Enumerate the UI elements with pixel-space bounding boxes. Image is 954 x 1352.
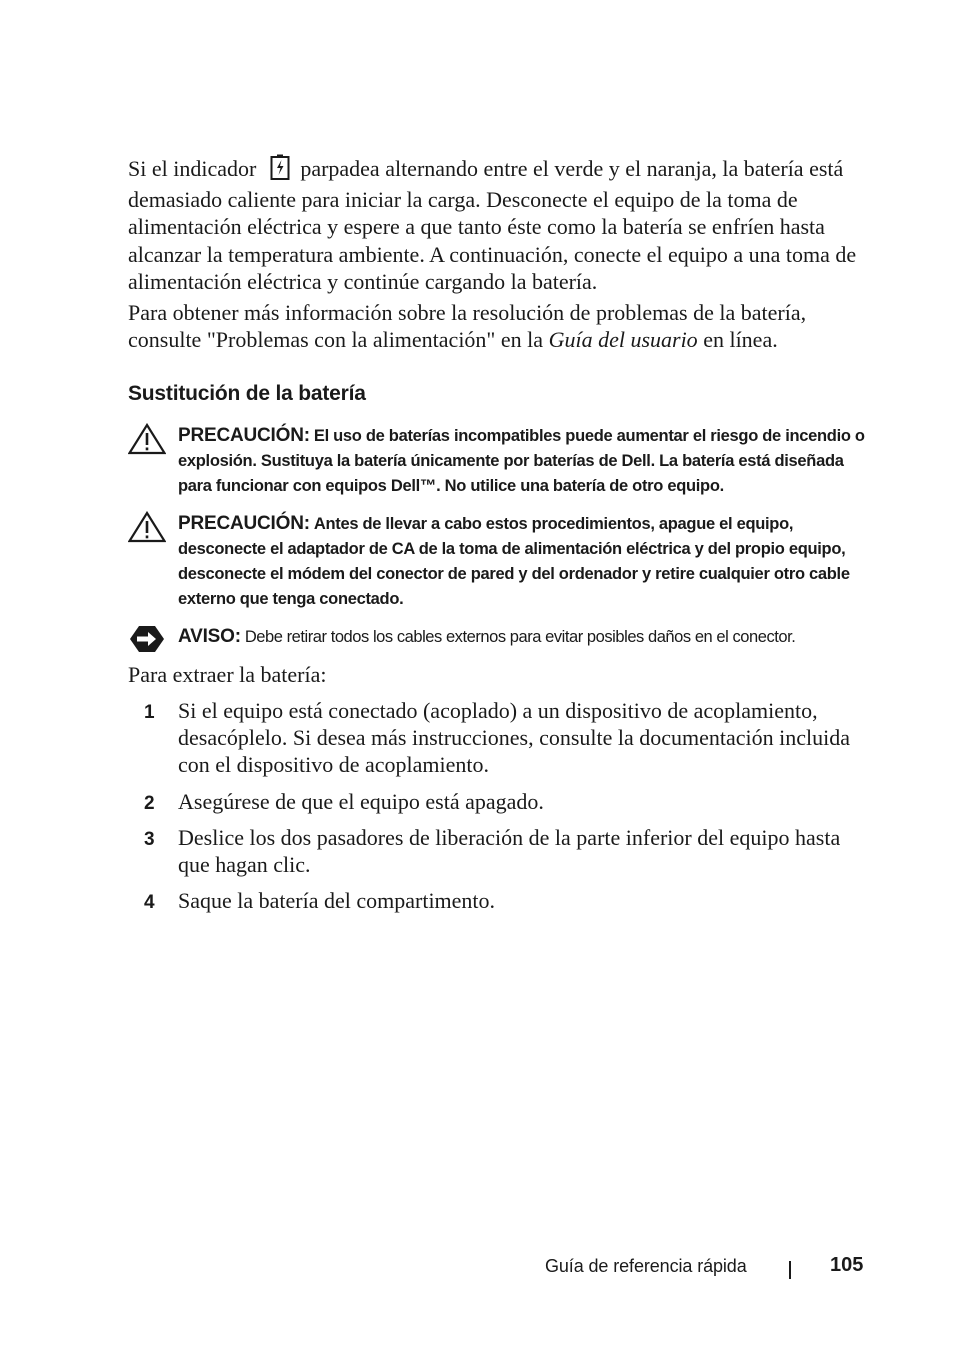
footer-divider: [789, 1261, 791, 1279]
step-number: 4: [144, 892, 155, 914]
list-item: [128, 788, 868, 815]
steps-intro: Para extraer la batería:: [128, 662, 327, 687]
caution-label: PRECAUCIÓN:: [178, 513, 310, 534]
list-item: [128, 887, 868, 914]
list-item: [128, 697, 868, 779]
step-text: Si el equipo está conectado (acoplado) a un dispositivo de acoplamiento, desacóplelo. Si desea más instrucciones, consulte la documentación incluida con el dispositivo de acoplamiento.: [178, 698, 851, 778]
page-number: 105: [830, 1254, 864, 1276]
step-text: Asegúrese de que el equipo está apagado.: [178, 788, 544, 814]
troubleshooting-paragraph: [128, 299, 868, 353]
step-text: Saque la batería del compartimento.: [178, 888, 496, 914]
battery-charge-icon: [270, 154, 290, 186]
notice-text: Debe retirar todos los cables externos para evitar posibles daños en el conector.: [244, 628, 796, 646]
removal-steps-list: [128, 697, 868, 923]
caution-text: El uso de baterías incompatibles puede aumentar el riesgo de incendio o explosión. Sustituya la batería únicamente por baterías de Dell. La batería está diseñada para funcionar con equipos Dell™. No utilice una batería de otro equipo.: [178, 427, 865, 495]
footer-title: Guía de referencia rápida: [545, 1256, 747, 1276]
notice-label: AVISO:: [178, 626, 241, 647]
warning-triangle-icon: [128, 423, 166, 460]
page-footer: [545, 1256, 865, 1286]
warning-triangle-icon: [128, 511, 166, 548]
paragraph-text-after-icon: parpadea alternando entre el verde y el naranja, la batería está demasiado caliente para iniciar la carga. Desconecte el equipo de la toma de alimentación eléctrica y espere a que tanto éste como la batería se enfríen hasta alcanzar la temperatura ambiente. A continuación, conecte el equipo a una toma de alimentación eléctrica y continúe cargando la batería.: [128, 156, 857, 294]
user-guide-title: Guía del usuario: [548, 327, 698, 353]
caution-text: Antes de llevar a cabo estos procedimientos, apague el equipo, desconecte el adaptador de CA de la toma de alimentación eléctrica y del propio equipo, desconecte el módem del conector de pared y del ordenador y retire cualquier otro cable externo que tenga conectado.: [178, 515, 850, 608]
section-heading: Sustitución de la batería: [128, 382, 366, 405]
step-number: 1: [144, 702, 155, 723]
step-number: 3: [144, 828, 155, 850]
step-text: Deslice los dos pasadores de liberación de la parte inferior del equipo hasta que hagan clic.: [178, 824, 841, 878]
caution-note-incompatible-batteries: [128, 423, 868, 499]
step-number: 2: [144, 792, 155, 814]
paragraph-text: Para obtener más información sobre la resolución de problemas de la batería, consulte "Problemas con la alimentación" en la: [128, 300, 807, 353]
notice-arrow-icon: [128, 624, 166, 659]
caution-note-disconnect-power: [128, 511, 868, 612]
caution-label: PRECAUCIÓN:: [178, 425, 310, 446]
paragraph-text-end: en línea.: [697, 327, 778, 353]
list-item: [128, 824, 868, 878]
paragraph-text-before-icon: Si el indicador: [128, 156, 257, 181]
notice-note-external-cables: [128, 624, 868, 650]
battery-indicator-paragraph: [128, 154, 868, 295]
